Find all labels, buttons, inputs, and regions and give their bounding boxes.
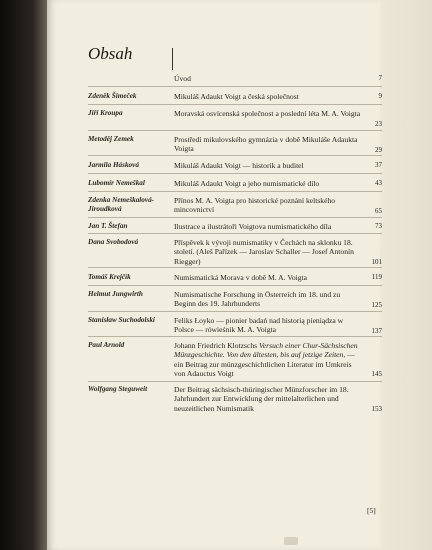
toc-author: Zdenka Nemeškalová-Jiroudková — [88, 196, 155, 213]
toc-page-number: 125 — [371, 301, 382, 309]
toc-entry-title: Feliks Łoyko — pionier badań nad historią pieniądza w Polsce — rówieśnik M. A. Voigta — [174, 316, 344, 335]
toc-page-number: 137 — [371, 327, 382, 335]
toc-entry-title: Mikuláš Adaukt Voigt — historik a buditel — [174, 161, 304, 170]
toc-entry-title — [174, 341, 362, 378]
divider — [88, 86, 382, 87]
toc-entry-title: Der Beitrag sächsisch-thüringischer Münzforscher im 18. Jahrhundert zur Entwicklung der mittelalterlichen und neuzeitlichen Numismatik — [174, 385, 349, 413]
toc-page-number: 43 — [375, 179, 382, 187]
toc-author: Wolfgang Steguweit — [88, 385, 148, 393]
toc-entry-title: Ilustrace a ilustrátoři Voigtova numismatického díla — [174, 222, 332, 231]
toc-page-number: 119 — [371, 273, 382, 281]
toc-author: Jan T. Štefan — [88, 222, 128, 230]
toc-entry-title: Prostředí mikulovského gymnázia v době Mikuláše Adaukta Voigta — [174, 135, 358, 154]
toc-page-number: 7 — [378, 74, 382, 82]
title-rule — [172, 48, 173, 70]
divider — [88, 155, 382, 156]
page-shadow-edge — [0, 0, 47, 550]
toc-page-number: 73 — [375, 222, 382, 230]
toc-author: Dana Svobodová — [88, 238, 139, 246]
toc-entry-title: Mikuláš Adaukt Voigt a česká společnost — [174, 92, 299, 101]
divider — [88, 173, 382, 174]
toc-entry-title: Úvod — [174, 74, 191, 83]
divider — [88, 130, 382, 131]
toc-author: Zdeněk Šimeček — [88, 92, 137, 100]
toc-page-number: 65 — [375, 207, 382, 215]
toc-entry-title: Příspěvek k vývoji numismatiky v Čechách na sklonku 18. století. (Aleš Pařízek — Jaroslav Schaller — Josef Antonín Riegger) — [174, 238, 354, 266]
toc-entry-title: Mikuláš Adaukt Voigt a jeho numismatické dílo — [174, 179, 320, 188]
divider — [88, 285, 382, 286]
facing-page-edge — [380, 0, 432, 550]
divider — [88, 104, 382, 105]
toc-page-number: 101 — [371, 258, 382, 266]
toc-page-number: 23 — [375, 120, 382, 128]
page-title: Obsah — [88, 44, 133, 63]
divider — [88, 336, 382, 337]
divider — [88, 233, 382, 234]
toc-entry-title-part: Johann Friedrich Klotzschs — [174, 341, 259, 350]
toc-entry-title-part: — ein Beitrag zur münzgeschichtlichen Literatur im Umkreis von Adauctus Voigt — [174, 350, 355, 378]
toc-entry-title-italic: Versuch einer Chur-Sächsischen Münzgeschichte. Von den ältesten, bis auf jetzige Zeiten, — [174, 341, 358, 360]
page-marker: [5] — [367, 506, 376, 515]
toc-page-number: 29 — [375, 146, 382, 154]
toc-author: Jiří Kroupa — [88, 109, 123, 117]
stamp-mark — [284, 537, 298, 545]
divider — [88, 381, 382, 382]
toc-page-number: 153 — [371, 405, 382, 413]
toc-author: Lubomír Nemeškal — [88, 179, 145, 187]
toc-author: Metoděj Zemek — [88, 135, 134, 143]
toc-author: Helmut Jungwirth — [88, 290, 143, 298]
divider — [88, 267, 382, 268]
toc-page-number: 37 — [375, 161, 382, 169]
toc-page-number: 145 — [371, 370, 382, 378]
divider — [88, 311, 382, 312]
toc-entry-title: Moravská osvícenská společnost a poslední léta M. A. Voigta — [174, 109, 361, 118]
divider — [88, 217, 382, 218]
toc-author: Jarmila Hásková — [88, 161, 139, 169]
divider — [88, 191, 382, 192]
toc-page-number: 9 — [378, 92, 382, 100]
toc-entry-title: Numismatische Forschung in Österreich im 18. und zu Beginn des 19. Jahrhunderts — [174, 290, 341, 309]
toc-author: Tomáš Krejčík — [88, 273, 131, 281]
toc-entry-title: Přínos M. A. Voigta pro historické poznání keltského mincovnictví — [174, 196, 336, 215]
toc-author: Paul Arnold — [88, 341, 125, 349]
toc-author: Stanisław Suchodolski — [88, 316, 155, 324]
toc-entry-title: Numismatická Morava v době M. A. Voigta — [174, 273, 308, 282]
